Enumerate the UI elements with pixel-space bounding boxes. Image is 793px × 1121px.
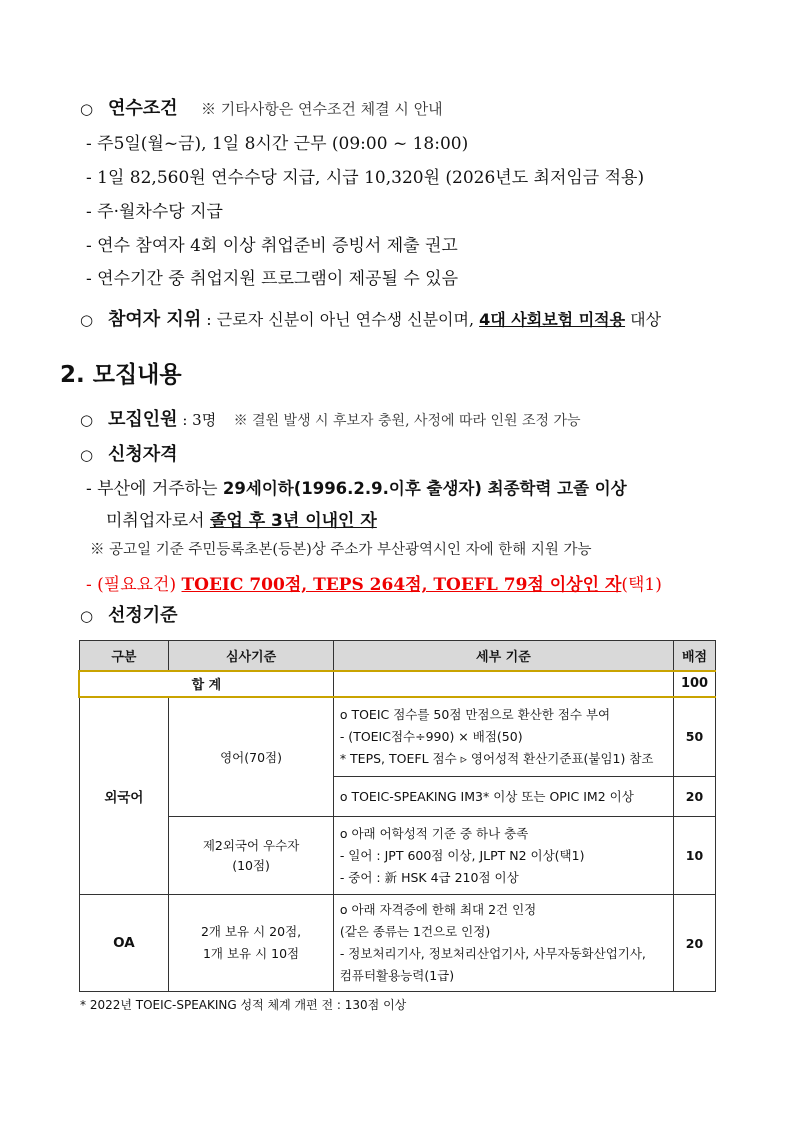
total-score: 100 [674, 671, 716, 697]
recruit-number [80, 405, 581, 431]
participant-status-emphasis: 4대 사회보험 미적용 [479, 310, 626, 329]
detail-line: - (TOEIC점수÷990) × 배점(50) [339, 728, 523, 744]
recruit-number-note: ※ 결원 발생 시 후보자 충원, 사정에 따라 인원 조정 가능 [233, 413, 581, 429]
table-row [79, 895, 716, 992]
header-detail: 세부 기준 [333, 641, 673, 671]
table-header-row [79, 641, 716, 671]
training-condition-item: - 연수기간 중 취업지원 프로그램이 제공될 수 있음 [86, 269, 459, 289]
eligibility-line2-text: 미취업자로서 [106, 511, 210, 531]
detail-line: - 정보처리기사, 정보처리산업기사, 사무자동화산업기사, [339, 946, 646, 961]
participant-status-sep: : [201, 310, 217, 329]
requirement-label: - (필요요건) [86, 575, 182, 595]
detail-line: o TOEIC-SPEAKING IM3* 이상 또는 OPIC IM2 이상 [339, 788, 634, 804]
circle-bullet-icon: ○ [80, 446, 94, 464]
training-condition-item: - 주·월차수당 지급 [86, 202, 223, 222]
score-second-language: 10 [674, 817, 716, 895]
eligibility-note: ※ 공고일 기준 주민등록초본(등본)상 주소가 부산광역시인 자에 한해 지원 가능 [90, 542, 592, 558]
total-empty [333, 671, 673, 697]
criteria-english: 영어(70점) [169, 697, 334, 817]
detail-second-language [333, 817, 673, 895]
requirement-scores: TOEIC 700점, TEPS 264점, TOEFL 79점 이상인 자 [181, 575, 622, 595]
eligibility-requirement [86, 570, 662, 595]
criteria-oa [169, 895, 334, 992]
category-oa: OA [79, 895, 169, 992]
participant-status-text: 근로자 신분이 아닌 연수생 신분이며, [216, 310, 480, 329]
eligibility-title: 신청자격 [108, 444, 178, 465]
eligibility-line-2 [106, 506, 377, 531]
detail-line: o 아래 어학성적 기준 중 하나 충족 [339, 825, 529, 841]
eligibility-line-1 [86, 474, 627, 499]
header-score: 배점 [674, 641, 716, 671]
table-total-row [79, 671, 716, 697]
detail-speaking [333, 777, 673, 817]
criteria-line: 제2외국어 우수자 [202, 837, 300, 853]
detail-line: - 중어 : 新 HSK 4급 210점 이상 [339, 869, 519, 885]
participant-status [80, 305, 661, 331]
training-conditions-title: 연수조건 [108, 98, 178, 119]
recruit-number-value: : 3명 [177, 411, 217, 429]
selection-heading [80, 601, 178, 627]
eligibility-age-condition: 29세이하(1996.2.9.이후 출생자) 최종학력 고졸 이상 [222, 479, 627, 498]
score-toeic: 50 [674, 697, 716, 777]
circle-bullet-icon: ○ [80, 411, 94, 429]
participant-status-tail: 대상 [625, 310, 662, 329]
table-row [79, 697, 716, 777]
category-foreign-language: 외국어 [79, 697, 169, 895]
training-conditions-note: ※ 기타사항은 연수조건 체결 시 안내 [200, 100, 443, 118]
selection-criteria-table [78, 640, 716, 992]
detail-line: * TEPS, TOEFL 점수 ▹ 영어성적 환산기준표(붙임1) 참조 [339, 750, 654, 766]
eligibility-line1-text: - 부산에 거주하는 [86, 479, 223, 499]
requirement-choice: (택1) [621, 575, 662, 595]
header-category: 구분 [79, 641, 169, 671]
criteria-line: 2개 보유 시 20점, [200, 924, 302, 939]
training-condition-item: - 1일 82,560원 연수수당 지급, 시급 10,320원 (2026년도 최저임금 적용) [86, 168, 645, 188]
detail-line: 컴퓨터활용능력(1급) [339, 968, 455, 983]
circle-bullet-icon: ○ [80, 311, 94, 329]
training-conditions-heading [80, 94, 443, 120]
eligibility-graduation-condition: 졸업 후 3년 이내인 자 [209, 511, 377, 531]
total-label: 합 계 [79, 671, 333, 697]
selection-title: 선정기준 [108, 605, 178, 626]
detail-line: (같은 종류는 1건으로 인정) [339, 924, 491, 939]
criteria-line: (10점) [232, 857, 270, 873]
training-condition-item: - 주5일(월~금), 1일 8시간 근무 (09:00 ~ 18:00) [86, 134, 469, 154]
training-condition-item: - 연수 참여자 4회 이상 취업준비 증빙서 제출 권고 [86, 236, 458, 256]
score-speaking: 20 [674, 777, 716, 817]
criteria-line: 1개 보유 시 10점 [202, 946, 300, 961]
detail-oa [333, 895, 673, 992]
detail-toeic [333, 697, 673, 777]
criteria-second-language [169, 817, 334, 895]
table-footnote: * 2022년 TOEIC-SPEAKING 성적 체계 개편 전 : 130점 이상 [80, 998, 407, 1012]
detail-line: - 일어 : JPT 600점 이상, JLPT N2 이상(택1) [339, 847, 585, 863]
eligibility-heading [80, 440, 178, 466]
header-criteria: 심사기준 [169, 641, 334, 671]
circle-bullet-icon: ○ [80, 607, 94, 625]
score-oa: 20 [674, 895, 716, 992]
recruit-number-title: 모집인원 [108, 409, 178, 430]
participant-status-title: 참여자 지위 [108, 309, 202, 330]
detail-line: o 아래 자격증에 한해 최대 2건 인정 [339, 902, 537, 917]
table-row [79, 817, 716, 895]
circle-bullet-icon: ○ [80, 100, 94, 118]
section-title: 2. 모집내용 [60, 362, 182, 388]
detail-line: o TOEIC 점수를 50점 만점으로 환산한 점수 부여 [339, 706, 611, 722]
